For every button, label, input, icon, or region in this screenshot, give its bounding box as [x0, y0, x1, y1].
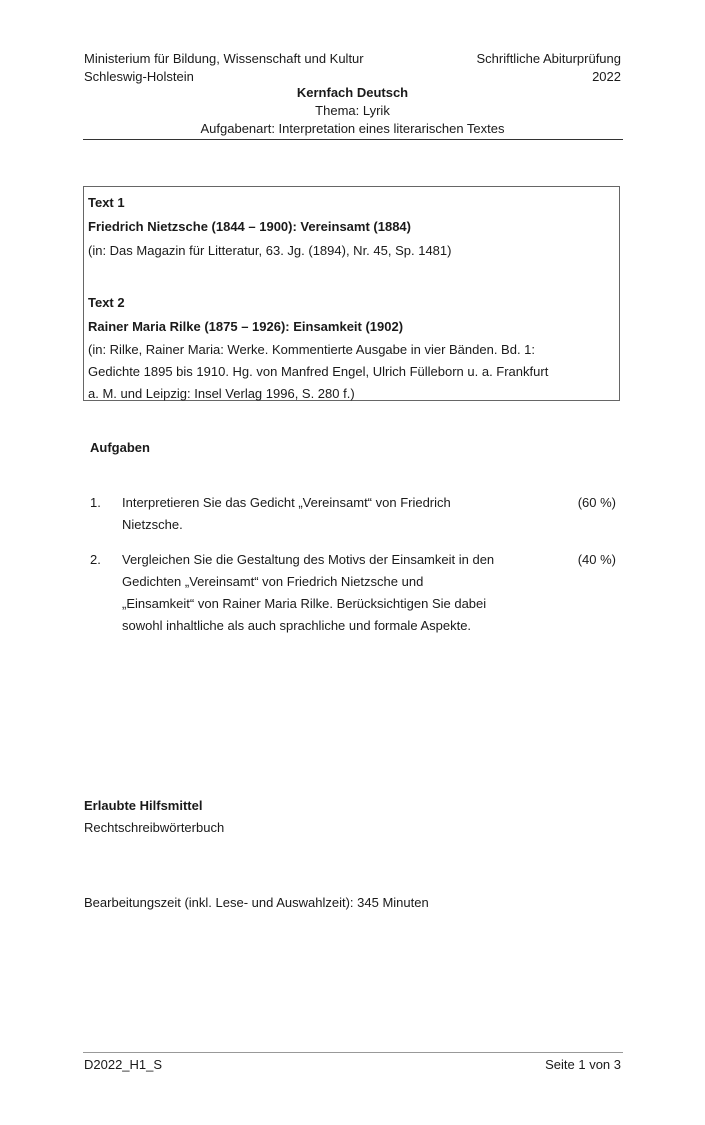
text-2-title: Rainer Maria Rilke (1875 – 1926): Einsamkeit (1902)	[88, 319, 404, 334]
working-time: Bearbeitungszeit (inkl. Lese- und Auswahlzeit): 345 Minuten	[84, 895, 429, 910]
task-text-line: „Einsamkeit“ von Rainer Maria Rilke. Berücksichtigen Sie dabei	[122, 596, 487, 611]
text-2-source-line: a. M. und Leipzig: Insel Verlag 1996, S. 280 f.)	[88, 386, 355, 401]
header-divider	[83, 139, 623, 140]
text-1-source: (in: Das Magazin für Litteratur, 63. Jg. (1894), Nr. 45, Sp. 1481)	[88, 243, 452, 258]
tasks-heading: Aufgaben	[90, 440, 150, 455]
task-text-line: sowohl inhaltliche als auch sprachliche und formale Aspekte.	[122, 618, 472, 633]
task-weight: (60 %)	[577, 495, 616, 510]
footer-divider	[83, 1052, 623, 1053]
header-course-info	[84, 84, 621, 138]
header-exam	[476, 50, 621, 86]
ministry-line-2: Schleswig-Holstein	[84, 69, 194, 84]
task-number: 1.	[90, 495, 101, 510]
task-text	[122, 549, 552, 637]
task-text-line: Gedichten „Vereinsamt“ von Friedrich Nietzsche und	[122, 574, 424, 589]
text-1-title: Friedrich Nietzsche (1844 – 1900): Vereinsamt (1884)	[88, 219, 411, 234]
document-code: D2022_H1_S	[84, 1057, 163, 1072]
spacer	[88, 263, 611, 291]
page-number: Seite 1 von 3	[545, 1057, 621, 1072]
task-type: Aufgabenart: Interpretation eines literarischen Textes	[200, 121, 505, 136]
task-item	[90, 492, 620, 538]
task-text	[122, 492, 552, 536]
topic: Thema: Lyrik	[315, 103, 390, 118]
text-2-source-line: Gedichte 1895 bis 1910. Hg. von Manfred Engel, Ulrich Fülleborn u. a. Frankfurt	[88, 364, 549, 379]
task-number: 2.	[90, 552, 101, 567]
aids-item: Rechtschreibwörterbuch	[84, 820, 225, 835]
text-1-label: Text 1	[88, 195, 125, 210]
task-text-line: Vergleichen Sie die Gestaltung des Motivs der Einsamkeit in den	[122, 552, 495, 567]
task-item	[90, 549, 620, 639]
aids-heading: Erlaubte Hilfsmittel	[84, 798, 203, 813]
exam-title: Schriftliche Abiturprüfung	[476, 51, 621, 66]
text-2-label: Text 2	[88, 295, 125, 310]
course-title: Kernfach Deutsch	[296, 85, 409, 100]
task-text-line: Interpretieren Sie das Gedicht „Vereinsamt“ von Friedrich	[122, 495, 451, 510]
task-text-line: Nietzsche.	[122, 517, 183, 532]
task-weight: (40 %)	[577, 552, 616, 567]
exam-year: 2022	[592, 69, 621, 84]
text-2-source-line: (in: Rilke, Rainer Maria: Werke. Kommentierte Ausgabe in vier Bänden. Bd. 1:	[88, 342, 536, 357]
text-2-source	[88, 339, 611, 405]
header-ministry	[84, 50, 364, 86]
ministry-line-1: Ministerium für Bildung, Wissenschaft und Kultur	[84, 51, 364, 66]
text-sources-box	[83, 186, 620, 401]
